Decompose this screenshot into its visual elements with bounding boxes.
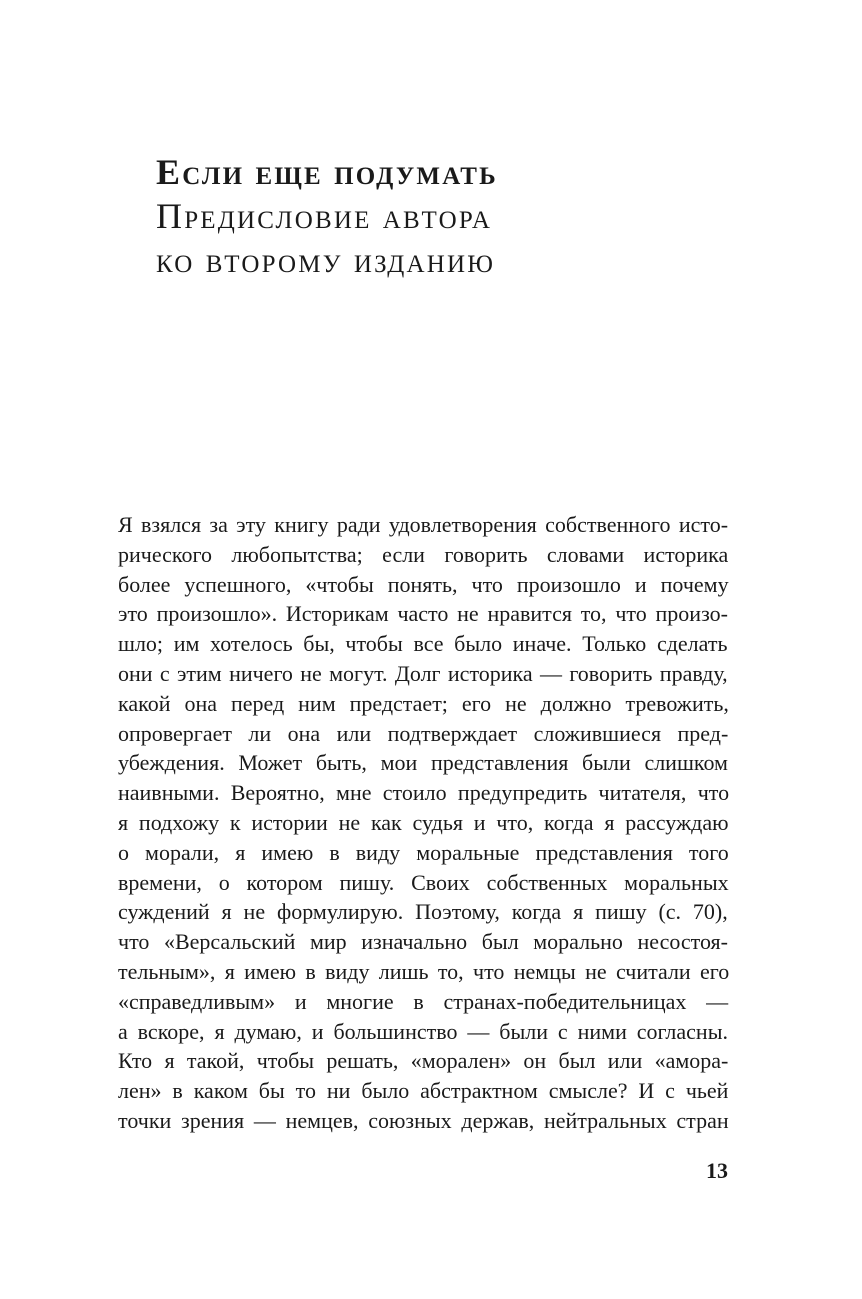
text-line: рического любопытства; если говорить словами историка [118, 541, 729, 567]
text-line: опровергает ли она или подтверждает сложившиеся пред- [118, 720, 729, 746]
text-line: это произошло». Историкам часто не нравится то, что произо- [118, 601, 728, 627]
text-line: суждений я не формулирую. Поэтому, когда я пишу (с. 70), [118, 899, 728, 925]
chapter-heading [156, 150, 736, 282]
text-line: времени, о котором пишу. Своих собственных моральных [118, 869, 729, 895]
chapter-subtitle-line-1: Предисловие автора [156, 196, 493, 236]
text-line: Я взялся за эту книгу ради удовлетворения собственного исто- [118, 512, 729, 537]
text-line: а вскоре, я думаю, и большинство — были с ними согласны. [118, 1018, 728, 1044]
body-text [118, 510, 728, 1136]
text-line: точки зрения — немцев, союзных держав, нейтральных стран [118, 1107, 729, 1133]
text-line: они с этим ничего не могут. Долг историка — говорить правду, [118, 660, 728, 686]
page-number: 13 [706, 1158, 728, 1183]
text-line: шло; им хотелось бы, чтобы все было иначе. Только сделать [118, 631, 728, 657]
text-line: о морали, я имею в виду моральные представления того [118, 839, 729, 865]
text-line: убеждения. Может быть, мои представления были слишком [118, 750, 728, 776]
text-line: «справедливым» и многие в странах-победительницах — [118, 988, 729, 1014]
text-line: более успешного, «чтобы понять, что произошло и почему [118, 571, 729, 597]
text-line: что «Версальский мир изначально был морально несостоя- [118, 929, 728, 955]
text-line: наивными. Вероятно, мне стоило предупредить читателя, что [118, 780, 730, 806]
text-line: лен» в каком бы то ни было абстрактном смысле? И с чьей [118, 1078, 729, 1104]
text-line: Кто я такой, чтобы решать, «морален» он был или «амора- [118, 1048, 729, 1074]
chapter-subtitle-line-2: ко второму изданию [156, 240, 496, 280]
text-line: тельным», я имею в виду лишь то, что немцы не считали его [118, 958, 730, 984]
text-line: какой она перед ним предстает; его не должно тревожить, [118, 690, 729, 716]
text-line: я подхожу к истории не как судья и что, когда я рассуждаю [118, 809, 729, 835]
chapter-title: Если еще подумать [156, 152, 498, 192]
